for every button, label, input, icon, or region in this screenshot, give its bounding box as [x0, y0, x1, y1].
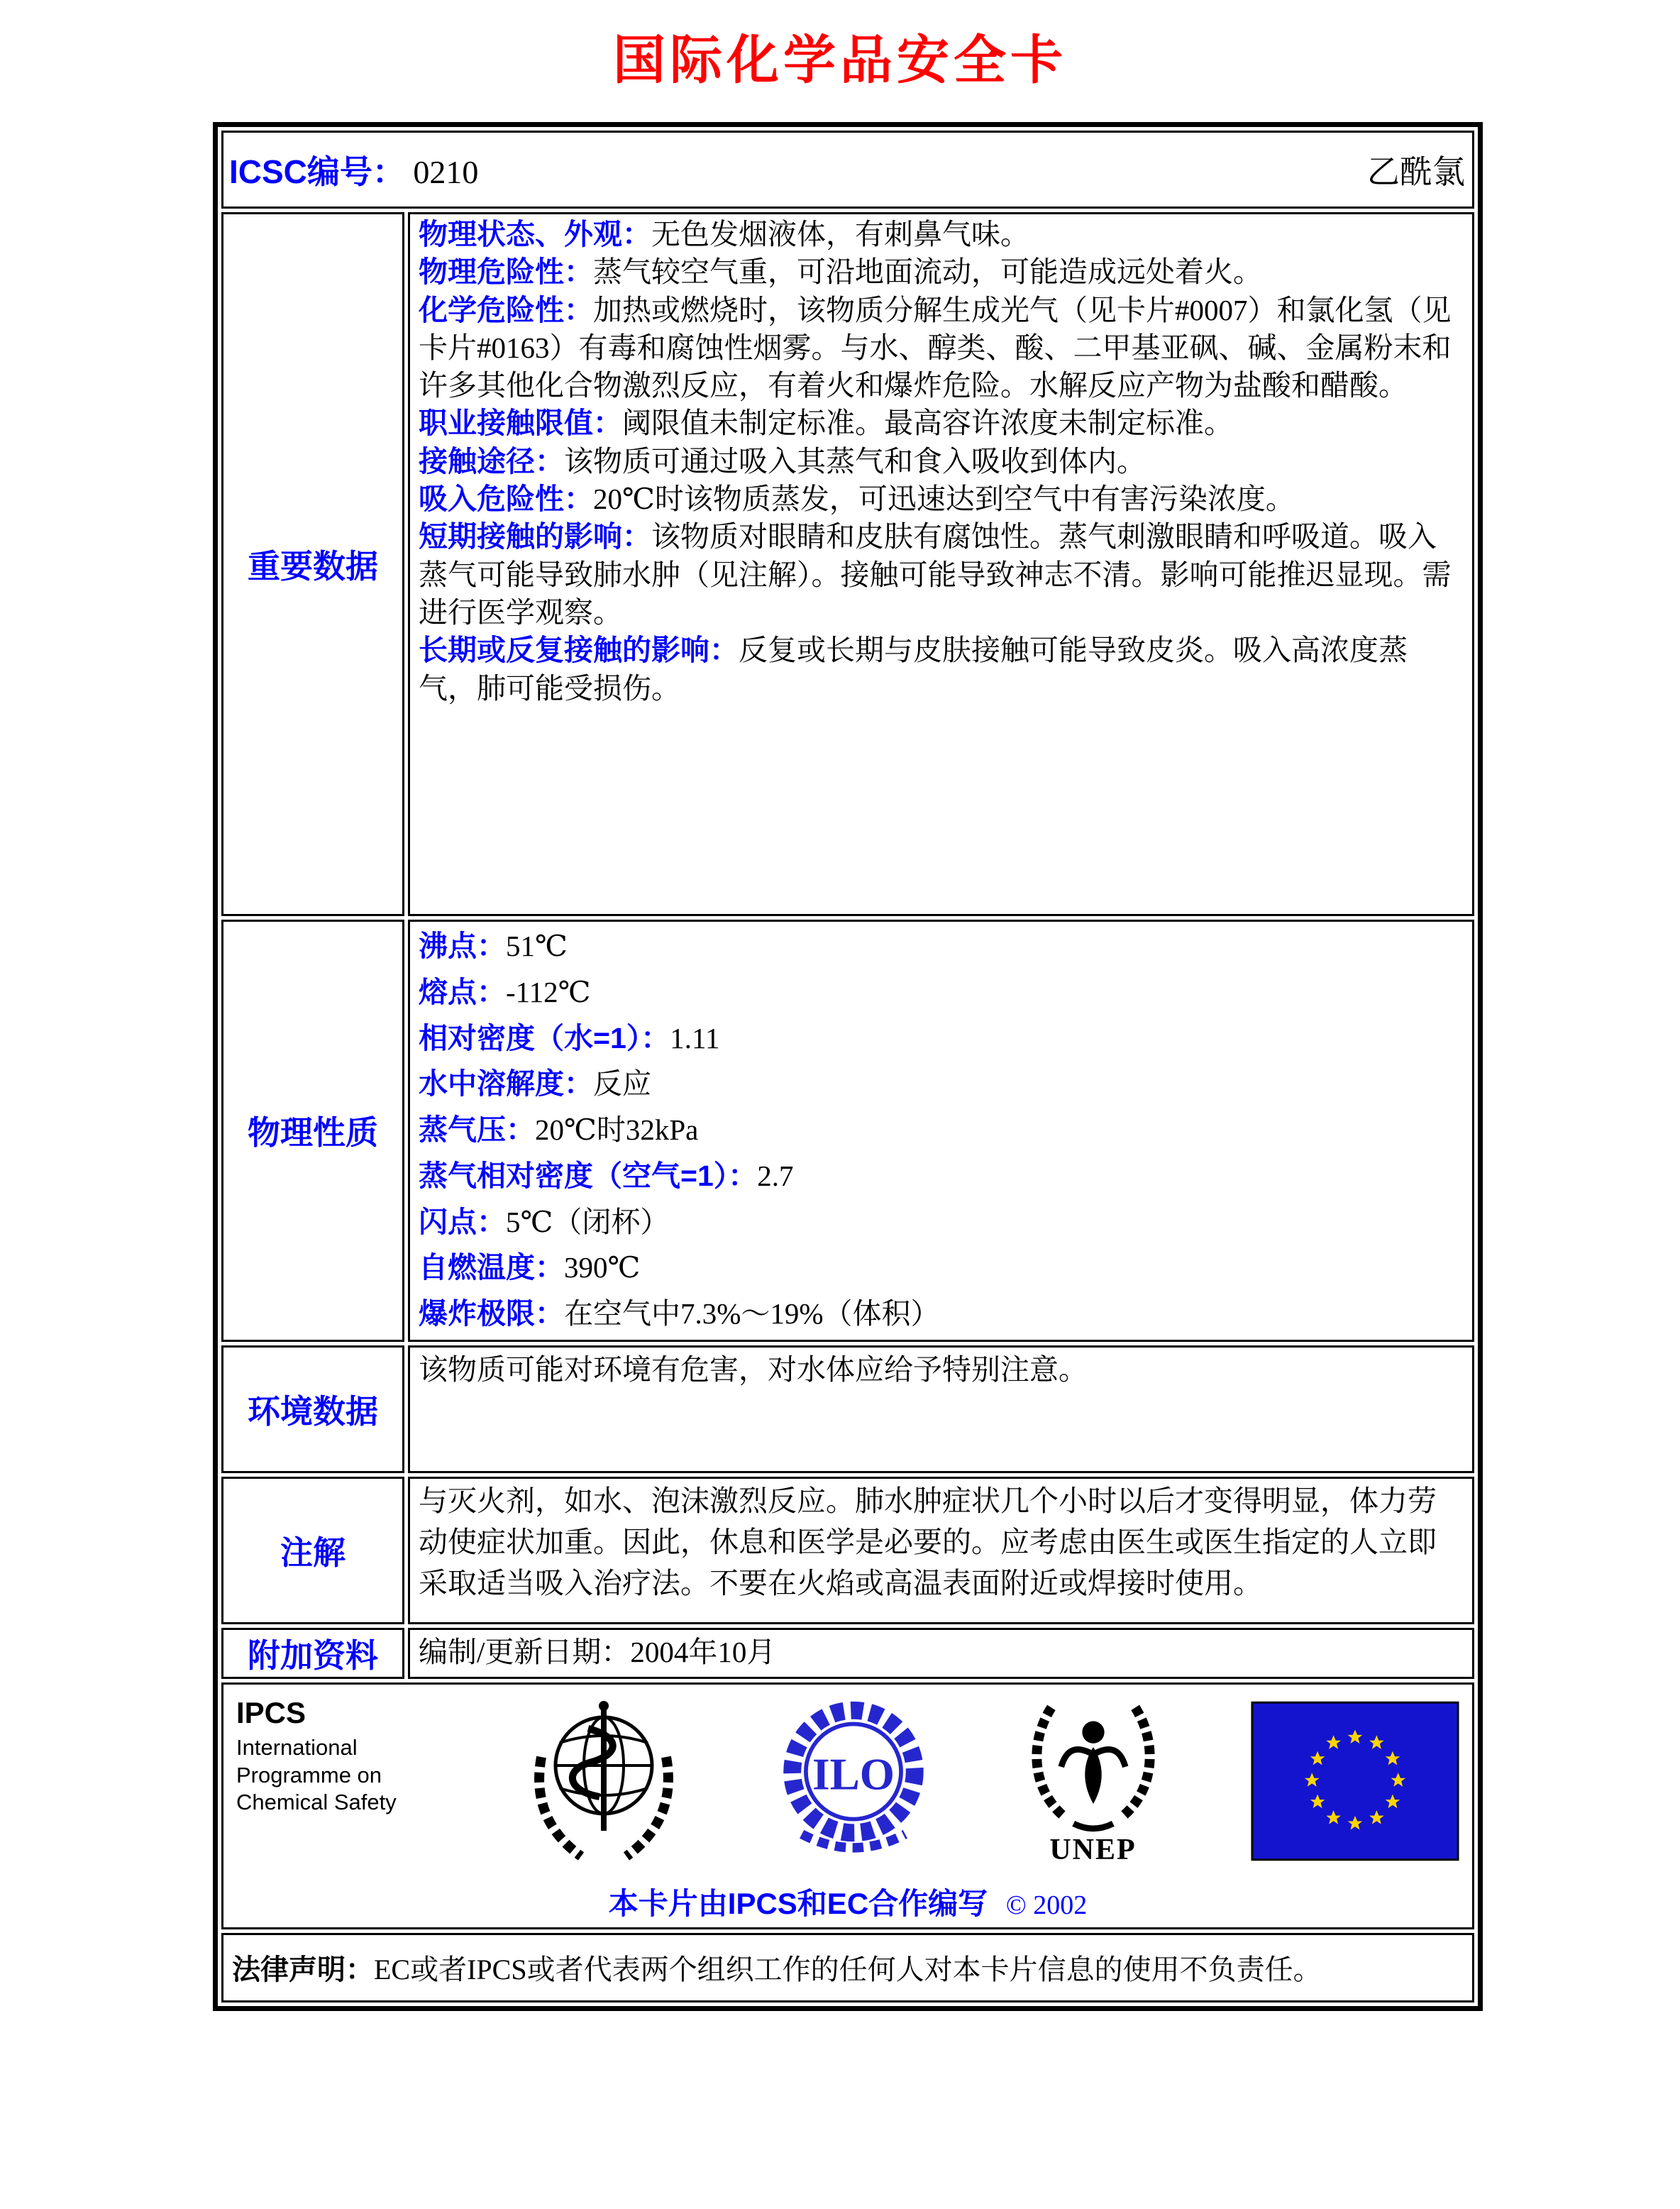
- field-value: 1.11: [670, 1021, 720, 1054]
- eu-flag-icon: [1251, 1701, 1459, 1861]
- page-title: 国际化学品安全卡: [613, 31, 1067, 89]
- credit-text: 本卡片由IPCS和EC合作编写: [608, 1886, 988, 1920]
- prop-relative-density: [419, 1015, 1464, 1062]
- credit-line: [236, 1880, 1459, 1923]
- icsc-number-label: ICSC编号：: [229, 153, 405, 190]
- field-value: 2.7: [757, 1159, 794, 1192]
- copyright-text: © 2002: [1005, 1890, 1088, 1920]
- field-label: 短期接触的影响：: [419, 520, 651, 553]
- field-label: 化学危险性：: [419, 293, 593, 326]
- logos-cell: [221, 1682, 1474, 1929]
- field-value: 20℃时该物质蒸发，可迅速达到空气中有害污染浓度。: [593, 483, 1295, 516]
- additional-info-content: [408, 1628, 1474, 1679]
- update-date: [419, 1631, 1464, 1673]
- field-label: 熔点：: [419, 975, 506, 1008]
- field-value: 反复或长期与皮肤接触可能导致皮炎。吸入高浓度蒸气，肺可能受损伤。: [419, 634, 1408, 705]
- legal-label: 法律声明：: [232, 1954, 374, 1986]
- unep-logo-block: [1019, 1695, 1168, 1867]
- field-label: 职业接触限值：: [419, 407, 622, 440]
- entry-physical-state: [419, 216, 1464, 253]
- field-label: 吸入危险性：: [419, 483, 593, 516]
- prop-water-solubility: [419, 1061, 1464, 1107]
- field-label: 物理危险性：: [419, 255, 593, 289]
- field-label: 沸点：: [419, 930, 506, 962]
- section-label-environmental-data: 环境数据: [221, 1345, 404, 1473]
- logos-row: [221, 1682, 1474, 1929]
- field-label: 自燃温度：: [419, 1251, 564, 1284]
- prop-boiling-point: [419, 923, 1464, 969]
- header-cell: [221, 131, 1474, 209]
- field-value: 5℃（闭杯）: [506, 1205, 670, 1238]
- entry-short-term-effects: [419, 518, 1464, 632]
- unep-logo-caption: UNEP: [1049, 1833, 1137, 1866]
- icsc-number: [229, 146, 478, 193]
- prop-melting-point: [419, 969, 1464, 1015]
- section-label-notes: 注解: [221, 1477, 404, 1624]
- notes-row: [221, 1477, 1474, 1624]
- entry-long-term-effects: [419, 632, 1464, 707]
- field-label: 长期或反复接触的影响：: [419, 634, 739, 667]
- field-label: 接触途径：: [419, 444, 564, 478]
- update-date-value: 2004年10月: [630, 1635, 776, 1668]
- section-label-physical-properties: 物理性质: [221, 920, 404, 1342]
- field-value: 在空气中7.3%～19%（体积）: [564, 1297, 940, 1331]
- physical-properties-row: [221, 920, 1474, 1342]
- additional-info-row: [221, 1628, 1474, 1679]
- prop-flash-point: [419, 1199, 1464, 1245]
- update-date-label: 编制/更新日期：: [419, 1635, 631, 1668]
- unep-logo-icon: [1019, 1695, 1168, 1837]
- ipcs-text-block: [236, 1692, 435, 1817]
- prop-explosive-limits: [419, 1291, 1464, 1337]
- field-label: 水中溶解度：: [419, 1067, 593, 1101]
- prop-autoignition-temp: [419, 1245, 1464, 1291]
- field-label: 蒸气相对密度（空气=1）：: [419, 1159, 758, 1192]
- field-label: 闪点：: [419, 1205, 506, 1238]
- field-value: 390℃: [564, 1251, 641, 1284]
- field-label: 相对密度（水=1）：: [419, 1021, 670, 1054]
- field-value: 该物质对眼睛和皮肤有腐蚀性。蒸气刺激眼睛和呼吸道。吸入蒸气可能导致肺水肿（见注解）。接触可能导致神志不清。影响可能推迟显现。需进行医学观察。: [419, 520, 1452, 629]
- ipcs-subtitle-line: International: [236, 1734, 358, 1760]
- entry-physical-danger: [419, 253, 1464, 291]
- entry-exposure-routes: [419, 443, 1464, 480]
- field-value: -112℃: [506, 975, 591, 1008]
- field-value: 阈限值未制定标准。最高容许浓度未制定标准。: [622, 407, 1233, 440]
- ipcs-subtitle-line: Chemical Safety: [236, 1790, 397, 1815]
- notes-content: [408, 1477, 1474, 1624]
- ipcs-subtitle-line: Programme on: [236, 1762, 382, 1787]
- entry-occupational-limits: [419, 404, 1464, 442]
- page: [0, 18, 1680, 2209]
- field-value: 20℃时32kPa: [535, 1113, 699, 1147]
- ilo-logo-icon: [772, 1692, 935, 1871]
- important-data-content: [408, 212, 1474, 916]
- physical-properties-content: [408, 920, 1474, 1342]
- who-logo-icon: [519, 1692, 689, 1871]
- environmental-data-content: [408, 1345, 1474, 1473]
- ilo-logo-text: ILO: [812, 1749, 895, 1800]
- legal-text: EC或者IPCS或者代表两个组织工作的任何人对本卡片信息的使用不负责任。: [374, 1954, 1322, 1986]
- entry-inhalation-risk: [419, 480, 1464, 518]
- substance-name: 乙酰氯: [1367, 154, 1465, 190]
- prop-vapor-pressure: [419, 1107, 1464, 1153]
- environmental-data-text: 该物质可能对环境有危害，对水体应给予特别注意。: [419, 1353, 1088, 1386]
- section-label-important-data: 重要数据: [221, 212, 404, 916]
- prop-vapor-density: [419, 1153, 1464, 1199]
- field-value: 蒸气较空气重，可沿地面流动，可能造成远处着火。: [593, 255, 1262, 289]
- field-value: 51℃: [506, 930, 568, 962]
- section-label-additional-info: 附加资料: [221, 1628, 404, 1679]
- legal-cell: [221, 1933, 1474, 2003]
- legal-row: [221, 1933, 1474, 2003]
- environmental-data-row: [221, 1345, 1474, 1473]
- ipcs-title: IPCS: [236, 1695, 306, 1729]
- field-label: 物理状态、外观：: [419, 218, 651, 250]
- field-label: 爆炸极限：: [419, 1297, 564, 1331]
- icsc-number-value: 0210: [413, 154, 479, 190]
- notes-text: 与灭火剂，如水、泡沫激烈反应。肺水肿症状几个小时以后才变得明显，体力劳动使症状加重。因此，休息和医学是必要的。应考虑由医生或医生指定的人立即采取适当吸入治疗法。不要在火焰或高温表面附近或焊接时使用。: [419, 1484, 1437, 1600]
- entry-chemical-danger: [419, 292, 1464, 405]
- field-value: 加热或燃烧时，该物质分解生成光气（见卡片#0007）和氯化氢（见卡片#0163）有毒和腐蚀性烟雾。与水、醇类、酸、二甲基亚砜、碱、金属粉末和许多其他化合物激烈反应，有着火和爆炸危险。水解反应产物为盐酸和醋酸。: [419, 293, 1452, 402]
- field-label: 蒸气压：: [419, 1113, 535, 1147]
- field-value: 反应: [593, 1067, 651, 1101]
- important-data-row: [221, 212, 1474, 916]
- field-value: 无色发烟液体，有刺鼻气味。: [651, 218, 1029, 250]
- header-row: [221, 131, 1474, 209]
- icsc-card-table: [213, 122, 1483, 2011]
- field-value: 该物质可通过吸入其蒸气和食入吸收到体内。: [564, 444, 1146, 478]
